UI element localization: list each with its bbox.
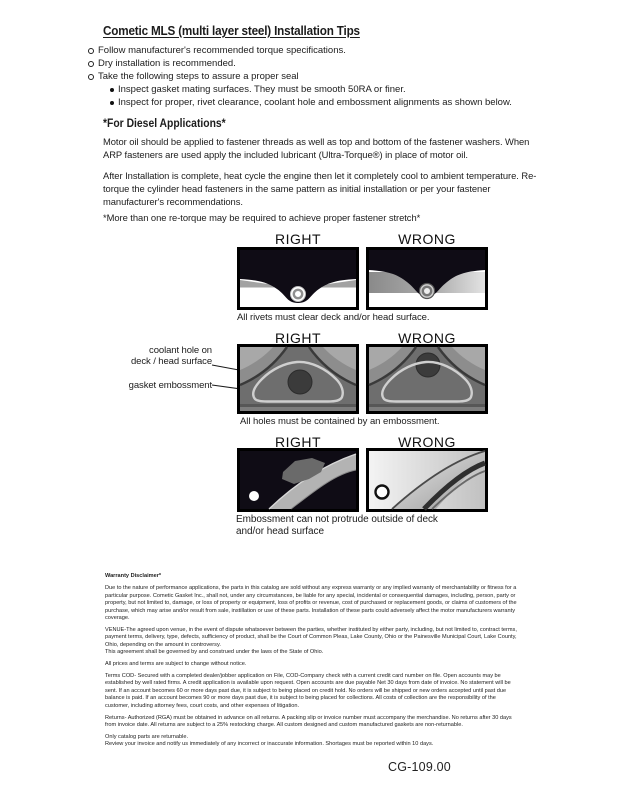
- right-label-row2: RIGHT: [274, 330, 322, 346]
- circle-bullet-icon: [88, 61, 94, 67]
- coolant-hole: [288, 370, 312, 394]
- wrong-label-row2: WRONG: [398, 330, 456, 346]
- dot-bullet-icon: [110, 101, 114, 105]
- list-item: [88, 57, 512, 70]
- rivet-wrong-diagram: [366, 247, 488, 310]
- page-code: CG-109.00: [388, 760, 451, 774]
- rivet-ring: [294, 290, 302, 298]
- embossment-right-diagram: [237, 344, 359, 414]
- list-item-text: Follow manufacturer's recommended torque specifications.: [98, 45, 346, 56]
- row1-caption: All rivets must clear deck and/or head surface.: [237, 312, 430, 323]
- rivet-right-diagram: [237, 247, 359, 310]
- circle-bullet-icon: [88, 48, 94, 54]
- prices-line: All prices and terms are subject to change without notice.: [105, 661, 247, 668]
- row2-caption: All holes must be contained by an embossment.: [240, 416, 440, 427]
- list-item-text: Inspect for proper, rivet clearance, coolant hole and embossment alignments as shown below.: [118, 97, 512, 108]
- warranty-disclaimer: [105, 573, 521, 753]
- deck-strip: [369, 404, 485, 407]
- bolt-hole: [376, 486, 389, 499]
- coolant-hole: [416, 353, 440, 377]
- terms-paragraph: Terms COD- Secured with a completed dealer/jobber application on File, COD-Company check with a current credit card number on file. Open accounts may be established by well rated firms. A credit application is available upon request. Open accounts are due payable Net 30 days from date of invoice. No statement will be sent. If an account becomes 60 or more days past due, it is subject to being placed on credit hold. No orders will be shipped or new orders accepted until past due balance is paid. If an account becomes 90 or more days past due, it is subject to being placed for collections. All costs of collection are the responsibility of the customer, including attorney fees, court costs, and other expenses of litigation.: [105, 672, 511, 709]
- right-label-row1: RIGHT: [274, 231, 322, 247]
- wrong-label-row3: WRONG: [398, 434, 456, 450]
- deck-strip: [240, 404, 356, 407]
- rivet-ring: [423, 287, 431, 295]
- right-label-row3: RIGHT: [274, 434, 322, 450]
- list-item: [88, 44, 512, 57]
- deck-strip: [240, 407, 356, 411]
- list-subitem: [110, 83, 512, 96]
- warranty-heading: Warranty Disclaimer*: [105, 573, 162, 579]
- annotation-text: deck / head surface: [130, 356, 212, 367]
- list-item: [88, 70, 512, 83]
- installation-tips-list: [88, 44, 512, 109]
- diesel-paragraph-1: Motor oil should be applied to fastener threads as well as top and bottom of the fastener washers. When ARP fasteners are used apply the included lubricant (Ultra-Torque®) in place of motor oil.: [103, 136, 530, 161]
- warranty-paragraph: Due to the nature of performance applications, the parts in this catalog are sold without any express warranty or any implied warranty of merchantability or fitness for a particular purpose. Cometic Gasket Inc., shall not, under any circumstances, be liable for any special, incidental or consequential damages, including, person, party or property, but not limited to, damage, or loss of property or equipment, loss of profits or revenue, cost of purchased or replacement goods, or claims of customers of the purchase, which may arise and/or result from sale, instillation or use of these parts. Installation of these parts could adversely affect the motor manufacturers warranty coverage.: [105, 585, 517, 622]
- catalog-parts-line: Only catalog parts are returnable.: [105, 733, 189, 740]
- embossment-wrong-diagram: [366, 344, 488, 414]
- protrusion-wrong-diagram: [366, 448, 488, 512]
- coolant-hole-annotation: [100, 345, 212, 367]
- returns-paragraph: Returns- Authorized (RGA) must be obtained in advance on all returns. A packing slip or invoice number must accompany the merchandise. No returns after 30 days from invoice date. All returns are subject to a 25% restocking charge. All custom designed and custom manufactured gaskets are non-returnable.: [105, 714, 512, 728]
- gasket-embossment-annotation: gasket embossment: [128, 380, 212, 391]
- wrong-label-row1: WRONG: [398, 231, 456, 247]
- list-subitem: [110, 96, 512, 109]
- diesel-paragraph-2: After Installation is complete, heat cycle the engine then let it completely cool to ambient temperature. Re-torque the cylinder head fasteners in the same pattern as initial installation or per your fastener manufacturer's recommendations.: [103, 170, 537, 208]
- retorque-note: *More than one re-torque may be required to achieve proper fastener stretch*: [103, 212, 421, 223]
- page-title: Cometic MLS (multi layer steel) Installation Tips: [103, 23, 360, 38]
- bolt-hole: [249, 491, 259, 501]
- list-item-text: Inspect gasket mating surfaces. They must be smooth 50RA or finer.: [118, 84, 406, 95]
- diesel-heading: *For Diesel Applications*: [103, 118, 226, 130]
- dot-bullet-icon: [110, 88, 114, 92]
- protrusion-right-diagram: [237, 448, 359, 512]
- annotation-text: coolant hole on: [149, 345, 212, 356]
- list-item-text: Dry installation is recommended.: [98, 58, 236, 69]
- governing-law-line: This agreement shall be governed by and construed under the laws of the State of Ohio.: [105, 649, 324, 656]
- invoice-review-line: Review your invoice and notify us immediately of any incorrect or inaccurate information. Shortages must be reported within 10 days.: [105, 741, 434, 748]
- row3-caption: Embossment can not protrude outside of deck and/or head surface: [236, 514, 438, 537]
- deck-strip: [369, 407, 485, 411]
- venue-paragraph: VENUE-The agreed upon venue, in the event of dispute whatsoever between the parties, whether instituted by either party, including, but not limited to, contract terms, payment terms, delivery, type, defects, sufficiency of product, shall be the Court of Common Pleas, Lake County, Ohio or the Painesville Municipal Court, Lake County, Ohio, depending on the amount in controversy.: [105, 626, 517, 648]
- list-item-text: Take the following steps to assure a proper seal: [98, 71, 299, 82]
- circle-bullet-icon: [88, 74, 94, 80]
